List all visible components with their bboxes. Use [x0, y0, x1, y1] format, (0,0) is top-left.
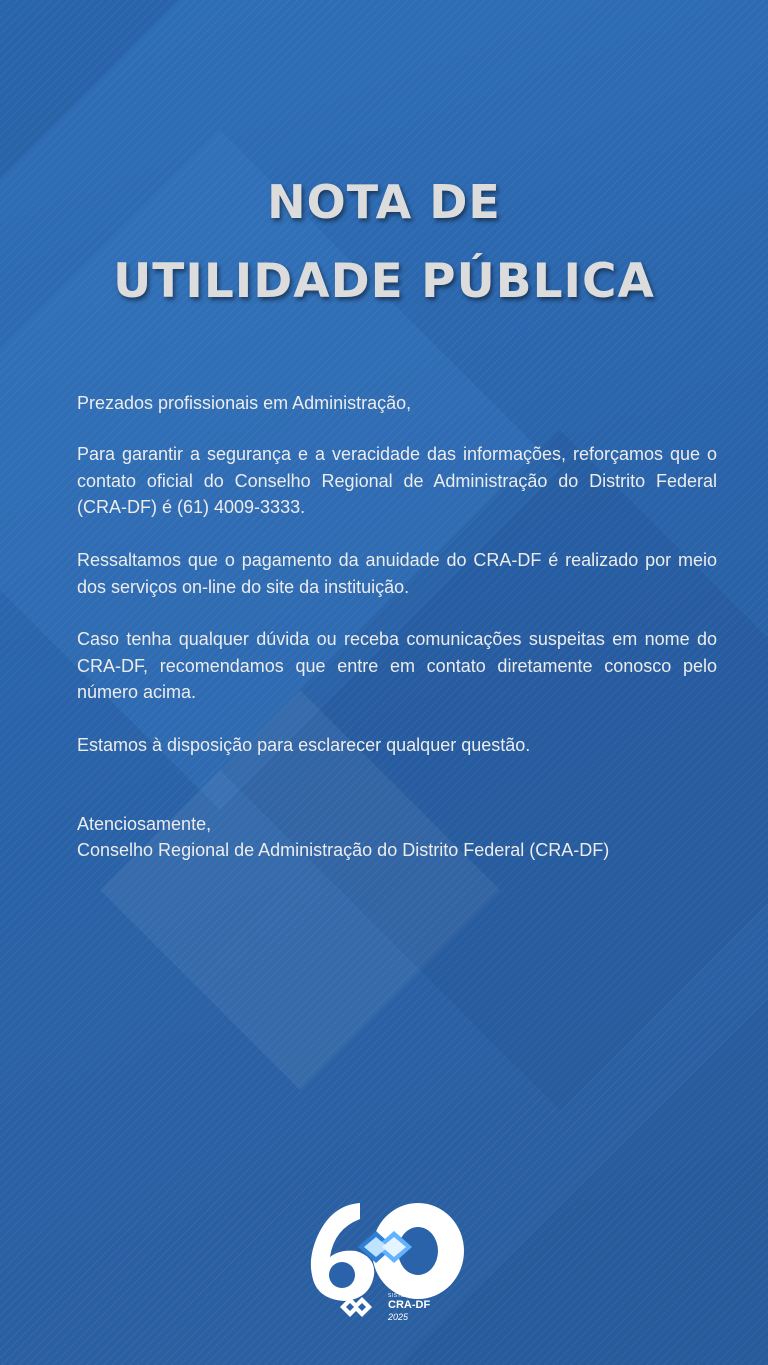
paragraph-availability: Estamos à disposição para esclarecer qualquer questão.	[77, 735, 531, 755]
logo-system-label: SISTEMA	[388, 1293, 414, 1299]
logo-name: CRA-DF	[388, 1299, 431, 1311]
cra-df-60-logo	[300, 1195, 470, 1330]
greeting-text: Prezados profissionais em Administração,	[77, 393, 412, 413]
paragraph-contact: Para garantir a segurança e a veracidade das informações, reforçamos que o contato oficial do Conselho Regional de Administração do Distrito Federal (CRA-DF) é (61) 4009-3333.	[77, 444, 717, 517]
signature-text: Conselho Regional de Administração do Distrito Federal (CRA-DF)	[77, 840, 610, 860]
title-line-2: UTILIDADE PÚBLICA	[113, 254, 655, 309]
paragraph-payment: Ressaltamos que o pagamento da anuidade do CRA-DF é realizado por meio dos serviços on-line do site da instituição.	[77, 550, 717, 597]
title-line-1: NOTA DE	[267, 175, 501, 229]
logo-year: 2025	[388, 1312, 409, 1322]
closing-text: Atenciosamente,	[77, 814, 212, 834]
paragraph-suspicious: Caso tenha qualquer dúvida ou receba comunicações suspeitas em nome do CRA-DF, recomendamos que entre em contato diretamente conosco pelo número acima.	[77, 629, 717, 702]
